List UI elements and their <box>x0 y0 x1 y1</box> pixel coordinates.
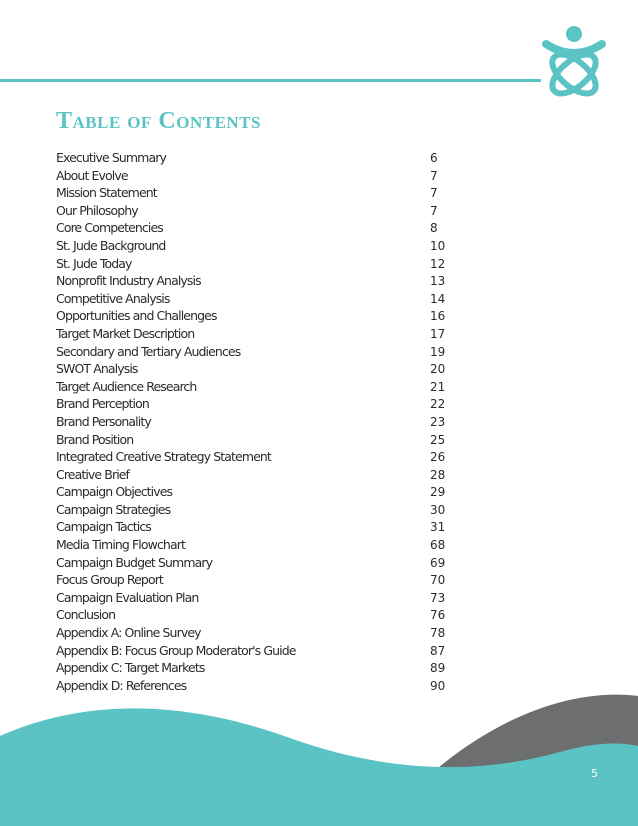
toc-entry-label: Campaign Tactics <box>56 519 151 535</box>
toc-entry-page: 25 <box>430 432 446 447</box>
toc-entry-label: Appendix D: References <box>56 677 187 693</box>
toc-entry-page: 7 <box>430 168 438 183</box>
toc-entry-page: 17 <box>430 326 446 341</box>
toc-entry-label: Campaign Evaluation Plan <box>56 589 199 605</box>
toc-entry[interactable] <box>56 431 456 449</box>
toc-entry-label: SWOT Analysis <box>56 361 138 377</box>
toc-entry-label: Creative Brief <box>56 466 130 482</box>
header-rule <box>0 79 541 82</box>
toc-entry-label: Mission Statement <box>56 185 157 201</box>
toc-entry[interactable] <box>56 255 456 273</box>
toc-entry-label: Media Timing Flowchart <box>56 537 185 553</box>
toc-entry-page: 78 <box>430 626 446 641</box>
toc-entry-label: St. Jude Background <box>56 237 166 253</box>
toc-entry[interactable] <box>56 360 456 378</box>
toc-entry[interactable] <box>56 466 456 484</box>
toc-entry-page: 21 <box>430 379 446 394</box>
toc-entry-page: 89 <box>430 661 446 676</box>
toc-entry-page: 23 <box>430 414 446 429</box>
page-title: Table of Contents <box>56 108 261 134</box>
toc-entry-label: Appendix C: Target Markets <box>56 660 205 676</box>
toc-entry-label: Executive Summary <box>56 150 166 165</box>
toc-entry-label: Competitive Analysis <box>56 290 170 306</box>
toc-entry-page: 87 <box>430 643 446 658</box>
page-number: 5 <box>591 767 598 780</box>
toc-entry-label: Integrated Creative Strategy Statement <box>56 449 271 465</box>
toc-entry[interactable] <box>56 413 456 431</box>
toc-entry-label: Target Market Description <box>56 325 195 341</box>
toc-entry-page: 6 <box>430 151 438 165</box>
toc-entry-page: 70 <box>430 573 446 588</box>
toc-entry[interactable] <box>56 624 456 642</box>
toc-entry[interactable] <box>56 307 456 325</box>
toc-entry[interactable] <box>56 659 456 677</box>
toc-entry-page: 90 <box>430 678 446 693</box>
toc-entry-page: 10 <box>430 238 446 253</box>
toc-entry[interactable] <box>56 325 456 343</box>
toc-entry-label: Target Audience Research <box>56 378 197 394</box>
toc-entry[interactable] <box>56 483 456 501</box>
toc-entry-page: 68 <box>430 538 446 553</box>
toc-entry[interactable] <box>56 501 456 519</box>
toc-entry-page: 31 <box>430 520 446 535</box>
toc-entry[interactable] <box>56 184 456 202</box>
toc-entry-page: 29 <box>430 485 446 500</box>
toc-entry-page: 8 <box>430 221 438 236</box>
toc-entry[interactable] <box>56 202 456 220</box>
toc-entry[interactable] <box>56 554 456 572</box>
toc-entry-page: 12 <box>430 256 446 271</box>
toc-entry-label: Focus Group Report <box>56 572 163 588</box>
toc-entry-page: 26 <box>430 450 446 465</box>
toc-list <box>56 149 456 694</box>
toc-entry-page: 19 <box>430 344 446 359</box>
toc-entry-label: About Evolve <box>56 167 128 183</box>
toc-entry-label: Opportunities and Challenges <box>56 308 217 324</box>
toc-entry-label: St. Jude Today <box>56 255 132 271</box>
evolve-logo-icon <box>540 22 608 102</box>
toc-entry[interactable] <box>56 571 456 589</box>
toc-entry[interactable] <box>56 536 456 554</box>
toc-entry[interactable] <box>56 606 456 624</box>
toc-entry-page: 76 <box>430 608 446 623</box>
toc-entry-page: 30 <box>430 502 446 517</box>
toc-entry-label: Appendix B: Focus Group Moderator's Guide <box>56 642 296 658</box>
toc-entry-page: 14 <box>430 291 446 306</box>
toc-entry[interactable] <box>56 237 456 255</box>
toc-entry[interactable] <box>56 395 456 413</box>
toc-entry-label: Campaign Strategies <box>56 501 171 517</box>
toc-entry-page: 28 <box>430 467 446 482</box>
toc-entry-label: Campaign Budget Summary <box>56 554 213 570</box>
toc-entry-label: Our Philosophy <box>56 202 138 218</box>
toc-entry[interactable] <box>56 290 456 308</box>
toc-entry-label: Campaign Objectives <box>56 484 173 500</box>
toc-entry[interactable] <box>56 448 456 466</box>
toc-entry-label: Nonprofit Industry Analysis <box>56 273 201 289</box>
toc-entry-page: 16 <box>430 309 446 324</box>
footer-waves <box>0 690 638 826</box>
toc-entry[interactable] <box>56 149 456 167</box>
toc-entry-page: 73 <box>430 590 446 605</box>
toc-entry-page: 22 <box>430 397 446 412</box>
toc-entry-label: Secondary and Tertiary Audiences <box>56 343 241 359</box>
toc-entry-page: 7 <box>430 186 438 201</box>
toc-entry-page: 69 <box>430 555 446 570</box>
toc-entry-label: Brand Personality <box>56 413 151 429</box>
toc-entry-label: Core Competencies <box>56 220 163 236</box>
toc-entry-page: 20 <box>430 362 446 377</box>
toc-entry[interactable] <box>56 589 456 607</box>
toc-entry[interactable] <box>56 378 456 396</box>
toc-entry-label: Conclusion <box>56 607 116 623</box>
toc-entry-label: Brand Position <box>56 431 134 447</box>
toc-entry[interactable] <box>56 272 456 290</box>
toc-entry-label: Brand Perception <box>56 396 149 412</box>
toc-entry[interactable] <box>56 219 456 237</box>
toc-entry[interactable] <box>56 518 456 536</box>
toc-entry[interactable] <box>56 167 456 185</box>
toc-entry-page: 13 <box>430 274 446 289</box>
toc-entry-page: 7 <box>430 203 438 218</box>
toc-entry[interactable] <box>56 343 456 361</box>
toc-entry-label: Appendix A: Online Survey <box>56 625 201 641</box>
toc-entry[interactable] <box>56 642 456 660</box>
